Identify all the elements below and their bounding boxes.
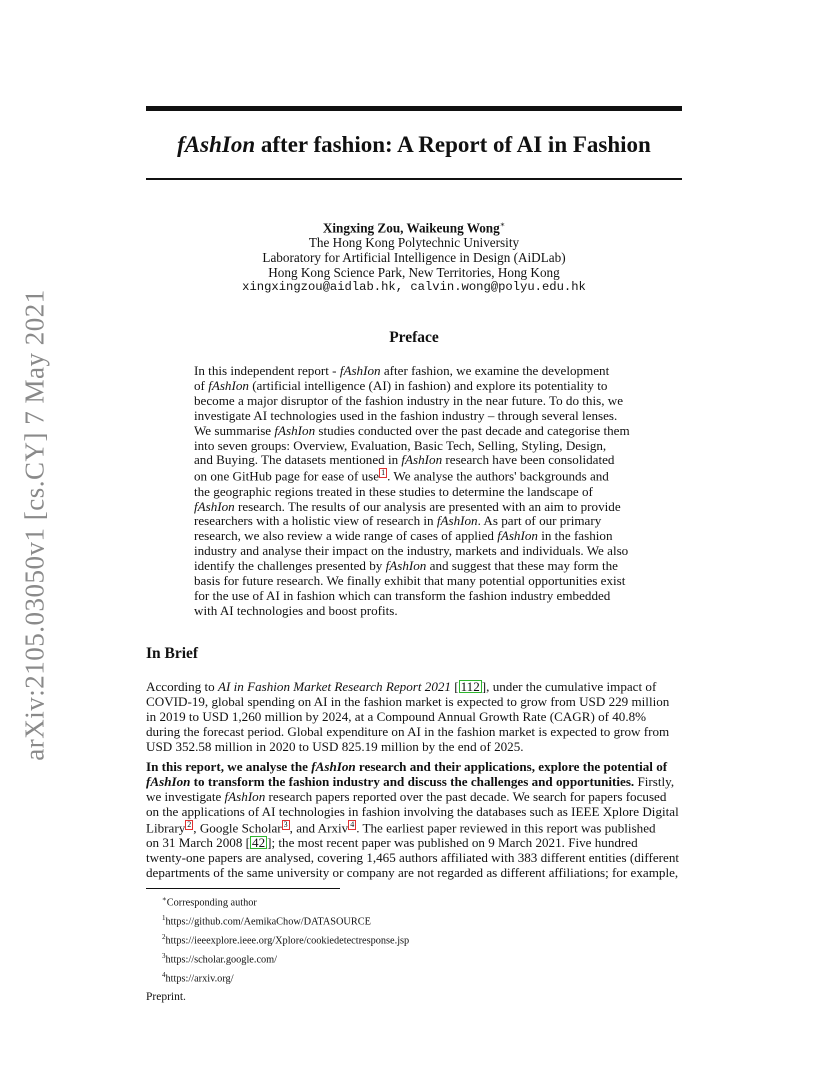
preface-line: We summarise fAshIon studies conducted over the past decade and categorise them [194,422,630,438]
preface-line: investigate AI technologies used in the fashion industry – through several lenses. [194,407,618,423]
para2-line-1 [146,760,682,775]
preface-line: become a major disruptor of the fashion industry in the near future. To do this, we [194,392,624,408]
para1-line: in 2019 to USD 1,260 million by 2024, at a Compound Annual Growth Rate (CAGR) of 40.8% [146,708,647,724]
para2-tail-line2: Firstly, [634,773,675,789]
affiliation-2: Laboratory for Artificial Intelligence in Design (AiDLab) [262,250,566,266]
para2-bold-1: In this report, we analyse the [146,759,312,774]
preface-line: In this independent report - fAshIon after fashion, we examine the development [194,363,610,378]
para2-bold-2: research and their applications, explore the potential of [355,759,668,774]
footnote-item: $^4$https://arxiv.org/ [162,971,234,985]
author-block [146,217,682,295]
author-emails: xingxingzou@aidlab.hk, calvin.wong@polyu.edu.hk [242,280,586,295]
para2-line: departments of the same university or company are not regarded as different affiliations; for example, [146,864,679,880]
para2-line: twenty-one papers are analysed, covering 1,465 authors affiliated with 383 different entities (different [146,849,680,865]
para2-line: on 31 March 2008 [ 42 ]; the most recent paper was published on 9 March 2021. Five hundred [146,834,638,850]
in-brief-heading: In Brief [146,645,199,662]
para2-line: we investigate fAshIon research papers reported over the past decade. We search for papers focused [146,788,667,804]
title-bottom-rule [146,178,682,180]
in-brief-paragraph-1 [146,680,682,755]
footnote-item: $^2$https://ieeexplore.ieee.org/Xplore/cookiedetectresponse.jsp [162,933,410,947]
para1-line: USD 352.58 million in 2020 to USD 825.19 million by the end of 2025. [146,738,524,754]
title-rest: after fashion: A Report of AI in Fashion [255,132,651,157]
para1-line: According to AI in Fashion Market Research Report 2021 [ 112 ], under the cumulative impact of [146,679,657,694]
preface-line: and Buying. The datasets mentioned in fAshIon research have been consolidated [194,452,615,468]
arxiv-id: arXiv:2105.03050v1 [cs.CY] 7 May 2021 [19,289,50,761]
in-brief-paragraph-2 [146,760,682,881]
footnote-item: $^1$https://github.com/AemikaChow/DATASOURCE [162,914,371,928]
corresponding-mark: ∗ [499,220,506,229]
preface-line: researchers with a holistic view of research in fAshIon. As part of our primary [194,513,602,529]
footnote-item: ∗Corresponding author [162,895,257,909]
para1-line: COVID-19, global spending on AI in the fashion market is expected to grow from USD 229 million [146,693,670,709]
preface-line: research, we also review a wide range of cases of applied fAshIon in the fashion [194,528,613,544]
author-names: Xingxing Zou, Waikeung Wong [322,220,500,236]
preface-line: fAshIon research. The results of our analysis are presented with an aim to provide [194,498,621,514]
preface-line: identify the challenges presented by fAshIon and suggest that these may form the [194,558,618,574]
para2-rest [146,790,682,881]
preprint-footer: Preprint. [146,991,186,1003]
para2-bold-line2: to transform the fashion industry and discuss the challenges and opportunities. [190,773,635,789]
para2-line: Library 2 , Google Scholar 3 , and Arxiv 4 . The earliest paper reviewed in this report was published [146,819,656,835]
preface-line: basis for future research. We finally exhibit that many potential opportunities exist [194,573,626,589]
para1-line: during the forecast period. Global expenditure on AI in the fashion market is expected to grow from [146,723,670,739]
preface-heading: Preface [389,329,439,346]
footnotes [162,892,409,987]
preface-line: the geographic regions treated in these studies to determine the landscape of [194,483,593,499]
preface-line: of fAshIon (artificial intelligence (AI) in fashion) and explore its potentiality to [194,377,608,393]
arxiv-stamp [10,290,60,760]
para2-line: on the applications of AI technologies in fashion involving the databases such as IEEE Xplore Digital [146,803,679,819]
title-italic: fAshIon [177,132,256,157]
preface-line: industry and analyse their impact on the industry, markets and individuals. We also [194,543,629,559]
affiliation-1: The Hong Kong Polytechnic University [308,235,520,251]
para2-bold-line2-italic: fAshIon [146,773,191,789]
preface-line: for the use of AI in fashion which can transform the fashion industry embedded [194,587,611,603]
preface-line: on one GitHub page for ease of use 1 . We analyse the authors' backgrounds and [194,468,609,484]
title-top-rule [146,106,682,111]
footnote-item: $^3$https://scholar.google.com/ [162,952,278,966]
footnote-rule [146,888,340,889]
paper-title [146,130,682,160]
para2-line-2 [146,775,682,790]
preface-body [194,364,634,619]
affiliation-3: Hong Kong Science Park, New Territories, Hong Kong [268,265,560,281]
para2-bold-italic: fAshIon [311,759,356,774]
preface-line: into seven groups: Overview, Evaluation, Basic Tech, Selling, Styling, Design, [194,437,607,453]
preface-line: with AI technologies and boost profits. [194,602,398,618]
